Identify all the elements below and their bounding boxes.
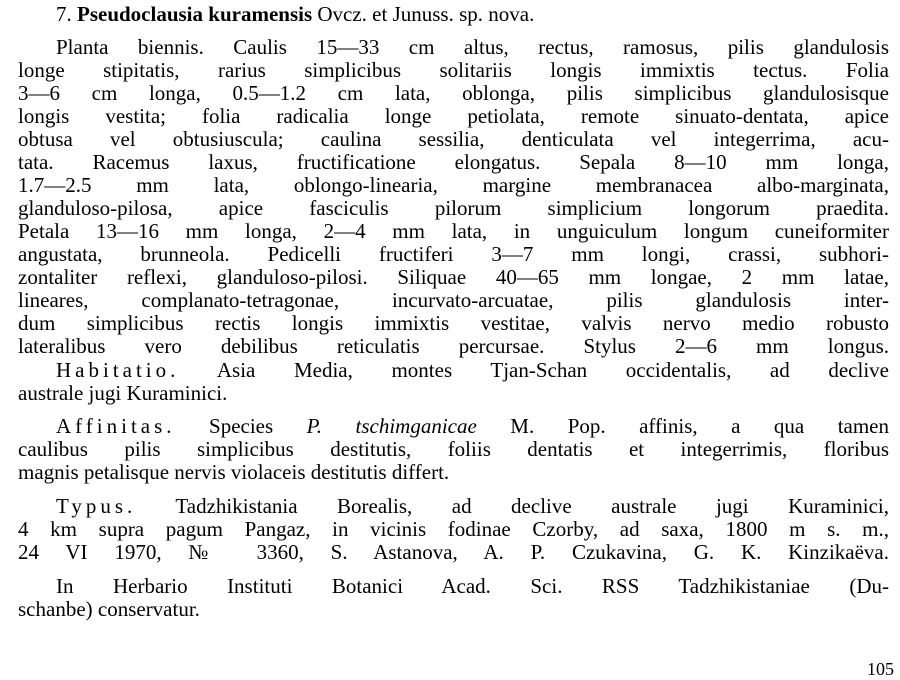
- affinitas-line: magnis petalisque nervis violaceis destitutis differt.: [18, 460, 450, 484]
- herbarium-line: In Herbario Instituti Botanici Acad. Sci. RSS Tadzhikistaniae (Du-: [56, 574, 889, 598]
- species-authority: Ovcz. et Junuss. sp. nova.: [317, 2, 535, 26]
- description-line: lineares, complanato-tetragonae, incurvato-arcuatae, pilis glandulosis inter-: [18, 288, 889, 312]
- description-line: longis vestita; folia radicalia longe petiolata, remote sinuato-dentata, apice: [18, 104, 889, 128]
- description-line: 3—6 cm longa, 0.5—1.2 cm lata, oblonga, pilis simplicibus glandulosisque: [18, 81, 889, 105]
- species-number: 7.: [56, 2, 72, 26]
- description-line: Petala 13—16 mm longa, 2—4 mm lata, in unguiculum longum cuneiformiter: [18, 219, 889, 243]
- description-line: 1.7—2.5 mm lata, oblongo-linearia, margine membranacea albo-marginata,: [18, 173, 889, 197]
- description-line: obtusa vel obtusiuscula; caulina sessilia, denticulata vel integerrima, acu-: [18, 127, 889, 151]
- description-line: longe stipitatis, rarius simplicibus solitariis longis immixtis tectus. Folia: [18, 58, 889, 82]
- habitatio-text: Asia Media, montes Tjan-Schan occidentalis, ad declive: [216, 358, 889, 382]
- species-heading: [56, 2, 889, 26]
- page-number-fragment: 105: [867, 659, 894, 679]
- habitatio-line: australe jugi Kuraminici.: [18, 381, 228, 405]
- typus-label: Typus.: [56, 494, 137, 518]
- typus-line: 4 km supra pagum Pangaz, in vicinis fodinae Czorby, ad saxa, 1800 m s. m.,: [18, 517, 889, 541]
- description-line: tata. Racemus laxus, fructificatione elongatus. Sepala 8—10 mm longa,: [18, 150, 889, 174]
- species-name: Pseudoclausia kuramensis: [77, 2, 313, 26]
- description-line: Planta biennis. Caulis 15—33 cm altus, rectus, ramosus, pilis glandulosis: [56, 35, 889, 59]
- description-line: lateralibus vero debilibus reticulatis percursae. Stylus 2—6 mm longus.: [18, 334, 889, 358]
- typus-text: Tadzhikistania Borealis, ad declive australe jugi Kuraminici,: [175, 494, 889, 518]
- description-line: dum simplicibus rectis longis immixtis vestitae, valvis nervo medio robusto: [18, 311, 889, 335]
- affinitas-text: Species: [209, 414, 274, 438]
- affinitas-line: caulibus pilis simplicibus destitutis, foliis dentatis et integerrimis, floribus: [18, 437, 889, 461]
- affinitas-line: [56, 414, 889, 438]
- herbarium-line: schanbe) conservatur.: [18, 597, 200, 621]
- description-line: angustata, brunneola. Pedicelli fructiferi 3—7 mm longi, crassi, subhori-: [18, 242, 889, 266]
- description-line: glanduloso-pilosa, apice fasciculis pilorum simplicium longorum praedita.: [18, 196, 889, 220]
- typus-line: [56, 494, 889, 518]
- affinitas-text: M. Pop. affinis, a qua tamen: [510, 414, 890, 438]
- habitatio-label: Habitatio.: [56, 358, 180, 382]
- affinitas-label: Affinitas.: [56, 414, 176, 438]
- habitatio-line: [56, 358, 889, 382]
- affinitas-species: P. tschimganicae: [306, 414, 477, 438]
- description-line: zontaliter reflexi, glanduloso-pilosi. Siliquae 40—65 mm longae, 2 mm latae,: [18, 265, 889, 289]
- typus-line: 24 VI 1970, № 3360, S. Astanova, A. P. Czukavina, G. K. Kinzikaëva.: [18, 540, 889, 564]
